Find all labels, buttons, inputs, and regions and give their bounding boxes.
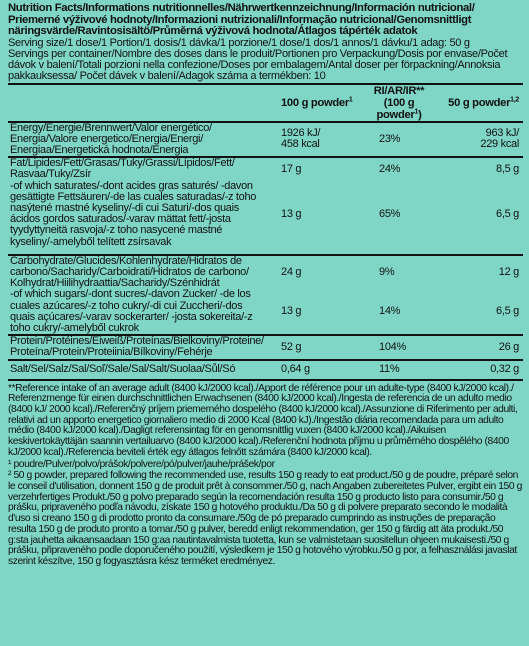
row-carbohydrate: [8, 255, 523, 290]
sugars-per-100g: 13 g: [281, 305, 302, 318]
column-header-row: [8, 84, 523, 122]
carbohydrate-label: Carbohydrate/Glucides/Kohlenhydrate/Hidratos de carbono/Sacharidy/Carboidrati/Hidratos de carbono/ Kolhydrat/Hiilihydraattia/Sacharidy/Szénhidrát: [8, 255, 263, 290]
row-protein: [8, 335, 523, 359]
protein-ri: 104%: [361, 335, 439, 359]
salt-label: Salt/Sel/Salz/Sal/Soľ/Sale/Sal/Salt/Suolaa/Sůl/Só: [8, 360, 263, 380]
salt-ri: 11%: [361, 360, 439, 380]
energy-label: Energy/Énergie/Brennwert/Valor energético/ Energia/Valore energetico/Energia/Energi/ Energiaa/Energetická hodnota/Energia: [8, 122, 263, 158]
fat-per-100g: 17 g: [263, 157, 361, 180]
sugars-per-dose: 6,5 g: [496, 305, 519, 318]
salt-per-dose: 0,32 g: [439, 360, 523, 380]
carbohydrate-per-dose: 12 g: [439, 255, 523, 290]
energy-per-dose: 963 kJ/ 229 kcal: [439, 122, 523, 158]
footnotes: [8, 384, 523, 568]
preparation-note: ² 50 g powder, prepared following the recommended use, results 150 g ready to eat product./50 g de poudre, préparé selon le conseil d'utilisation, donnent 150 g de produit prêt à consommer./50 g, nach Angaben zubereitetes Pulver, ergibt ein 150 g verzehrfertiges Produkt./50 g polvo preparado según la recomendación resulta 150 g producto listo para consumir./50 g prášku, pripraveného podľa návodu, získate 150 g hotového produktu./Da 50 g di polvere preparato secondo le modalità d'uso si creano 150 g di prodotto pronto da consumare./50g de pó preparado cumprindo as instruções de preparação resulta 150 g de produto pronto a tomar./50 g pulver, beredd enligt rekommendation, ger 150 g färdig att äta produkt./50 g:sta jauhetta aikaansaadaan 150 g:aa nautintavalmista tuotetta, kun se valmistetaan suositellun ohjeen mukaisesti./50 g prášku, připraveného podle doporučeného použití, výsledkem je 150 g hotového výrobku./50 g por, a felhasználási javaslat szerint készítve, 150 g fogyasztásra kész terméket eredményez.: [8, 470, 522, 567]
fat-per-dose: 8,5 g: [439, 157, 523, 180]
header-blank: [8, 84, 263, 122]
nutrition-table: [8, 83, 523, 381]
protein-per-100g: 52 g: [263, 335, 361, 359]
saturates-ri: 65%: [379, 207, 401, 220]
energy-ri: 23%: [361, 122, 439, 158]
sugars-ri: 14%: [379, 305, 401, 318]
energy-per-100g: 1926 kJ/ 458 kcal: [263, 122, 361, 158]
header-per-dose: 50 g powder$^{1,2}$: [439, 84, 523, 122]
powder-note: ¹ poudre/Pulver/polvo/prášok/polvere/pó/pulver/jauhe/prášek/por: [8, 458, 275, 470]
carbohydrate-ri: 9%: [361, 255, 439, 290]
protein-label: Protein/Protéines/Eiweiß/Proteínas/Bielkoviny/Proteine/ Proteína/Protein/Proteiinia/Bílkoviny/Fehérje: [10, 335, 264, 359]
saturates-per-100g: 13 g: [281, 207, 302, 220]
row-fat: [8, 157, 523, 180]
fat-ri: 24%: [361, 157, 439, 180]
label-heading: Nutrition Facts/Informations nutritionnelles/Nährwertkennzeichnung/Información nutricional/ Priemerné výživové hodnoty/Informazioni nutrizionali/Informação nutricional/Genomsnittligt näringsvärde/Ravintosisältö/Průměrná výživová hodnota/Átlagos tápérték adatok: [8, 2, 475, 38]
reference-intake-note: **Reference intake of an average adult (8400 kJ/2000 kcal)./Apport de référence pour un adulte-type (8400 kJ/2000 kcal)./ Referenzmenge für einen durchschnittlichen Erwachsenen (8400 kJ/2000 kcal)./Ingesta de referencia de un adulto medio (8400 kJ/ 2000 kcal)./Referenčný príjem priemerného dospelého (8400 kJ/2000 kcal)./Assunzione di Riferimento per adulti, relativi ad un apporto energetico giornaliero medio di 2000 Kcal (8400 kJ)./Ingestão diária recomendada para um adulto médio (8400 kJ/2000 kcal)./Dagligt referensintag för en genomsnittlig vuxen (8400 kJ/2000 kcal)./Aikuisen keskivertokäyttäjän saannin vertailuarvo (8400 kJ/2000 kcal)./Referenční hodnota příjmu u průměrného dospělého (8400 kJ/2000 kcal)./Referencia beviteli érték egy átlagos felnőtt számára (8400 kJ/2000 kcal).: [8, 382, 518, 458]
row-salt: [8, 360, 523, 380]
salt-per-100g: 0,64 g: [263, 360, 361, 380]
serving-size: Serving size/1 dose/1 Portion/1 dosis/1 dávka/1 porzione/1 dose/1 dos/1 annos/1 dávku/1 adag: 50 g: [8, 36, 470, 49]
saturates-per-dose: 6,5 g: [496, 207, 519, 220]
sugars-label: -of which sugars/-dont sucres/-davon Zucker/ -de los cuales azúcares/-z toho cukry/-di cui Zuccheri/-dos quais açúcares/-varav sockerarter/ -josta sokereita/-z toho cukry/-amelyből cukrok: [10, 288, 253, 335]
saturates-label: -of which saturates/-dont acides gras saturés/ -davon gesättigte Fettsäuren/-de las cuales saturadas/-z toho nasýtené mastné kyseliny/-di cui Saturi/-dos quais ácidos gordos saturados/-varav mättat fett/-josta tyydyttyneitä rasvoja/-z toho nasycené mastné kyseliny/-amelyből telített zsírsavak: [10, 179, 257, 248]
row-energy: [8, 122, 523, 158]
header-ri: RI/AR/IR** (100 g powder$^1$): [361, 84, 439, 122]
row-sugars: [8, 289, 523, 335]
servings-per-container: Servings per container/Nombre des doses dans le produit/Portionen pro Verpackung/Dosis por envase/Počet dávok v balení/Totali porzioni nella confezione/Doses por embalagem/Antal doser per förpackning/Annoksia pakkauksessa/ Počet dávek v balení/Adagok száma a termékben: 10: [8, 47, 508, 83]
protein-per-dose: 26 g: [439, 335, 523, 359]
carbohydrate-per-100g: 24 g: [263, 255, 361, 290]
row-saturates: [8, 181, 523, 248]
fat-label: Fat/Lipides/Fett/Grasas/Tuky/Grassi/Lípidos/Fett/ Rasvaa/Tuky/Zsír: [8, 157, 263, 180]
header-per-100g: 100 g powder$^1$: [263, 84, 361, 122]
